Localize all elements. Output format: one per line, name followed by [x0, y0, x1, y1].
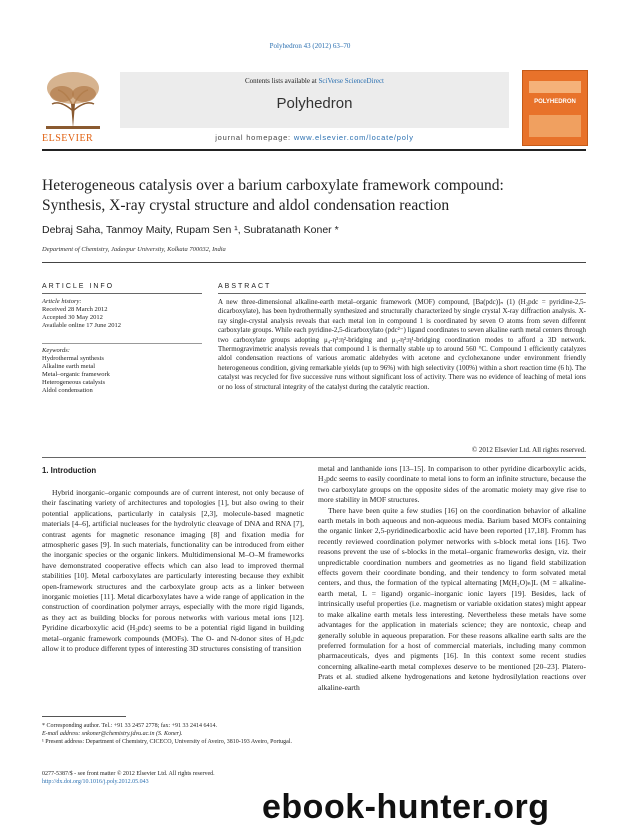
journal-cover-image: [522, 70, 588, 146]
title-line-2: Synthesis, X-ray crystal structure and aldol condensation reaction: [42, 197, 450, 214]
doi-link[interactable]: http://dx.doi.org/10.1016/j.poly.2012.05.043: [42, 779, 149, 785]
keyword-item: Aldol condensation: [42, 387, 93, 394]
affiliation: Department of Chemistry, Jadavpur University, Kolkata 700032, India: [42, 246, 226, 253]
keyword-item: Alkaline earth metal: [42, 363, 96, 370]
keywords-divider: [42, 343, 202, 344]
abstract-text: A new three-dimensional alkaline-earth metal–organic framework (MOF) compound, [Ba(pdc)]ₙ (1) (H₂pdc = pyridine-2,5-dicarboxylate), has been hydrothermally synthesized and structurally characterized by single crystal X-ray diffraction analysis. X-ray single-crystal analysis reveals that each metal ion in compound 1 is coordinated by seven O atoms from seven different carboxylate groups. While each pyridine-2,5-dicarboxylato (pdc²⁻) ligand coordinates to seven alkaline earth metal centers through two carboxylate groups adopting μ₄-η²:η²-bridging and μ₃-η²:η¹-bridging coordination modes to afford a 3D network. Thermogravimetric analysis reveals that compound 1 is thermally stable up to around 560 °C. Compound 1 efficiently catalyzes aldol condensation reactions of various aromatic aldehydes with acetone and cyclohexanone under environment friendly heterogeneous condition, giving remarkable yields (up to 96%) with high selectivity (100%) within a short reaction time (6 h). The catalyst was recycled for five successive runs without significant loss of activity. There was no evidence of leaching of metal ions or no loss of structural integrity of the catalyst during the catalytic reaction.: [218, 298, 586, 391]
article-info-heading: ARTICLE INFO: [42, 283, 115, 290]
homepage-prefix: journal homepage:: [215, 133, 294, 142]
received-date: Received 28 March 2012: [42, 306, 108, 313]
footer-identifiers: [42, 770, 304, 786]
paragraph: There have been quite a few studies [16] on the coordination behavior of alkaline earth metals in both aqueous and non-aqueous media. Barium based MOFs containing the organic linker 2,5-pyridinedicarboxlic acid have been reported [17,18]. Fromm has recently reviewed coordination polymer networks with s-block metal ions [16]. Two reasons prevent the use of s-blocks in the metal–organic frameworks design, viz. their unpredictable coordination numbers and geometries as no ligand field stabilization effects govern their coordinate bonding, and their tendency to form solvated metal centers, and thus, the formation of the typical alternating [M(H₂O)ₙ]L (M = alkaline-earth metal, L = ligand) organic–inorganic ionic layers [19]. Besides, lack of intrinsically useful properties (i.e. magnetism or variable oxidation states) might appear to make alkaline earth metals less interesting. Nevertheless these metals have some advantages for the application in materials science; they are nontoxic, cheap and generally soluble in aqueous preparation. For these reasons alkaline earth salts are the preferred formulation for a host of commercial materials, including many common pharmaceuticals, dyes and pigments [16]. In this context some recent studies concerning alkaline-earth metal complexes deserve to be mentioned [20–23]. Platero-Prats et al. studied alkene hydrogenations and ketone hydrosilylation reactions over alkaline-earth: [318, 505, 586, 692]
title-line-1: Heterogeneous catalysis over a barium carboxylate framework compound:: [42, 177, 504, 194]
homepage-link[interactable]: www.elsevier.com/locate/poly: [293, 133, 414, 142]
journal-homepage: [120, 133, 509, 142]
cover-graphic: [529, 115, 581, 137]
keyword-item: Heterogeneous catalysis: [42, 379, 105, 386]
journal-reference[interactable]: Polyhedron 43 (2012) 63–70: [269, 42, 351, 50]
email-note[interactable]: E-mail address: snkoner@chemistry.jdvu.ac.in (S. Koner).: [42, 731, 183, 737]
journal-title: Polyhedron: [276, 95, 353, 112]
contents-prefix: Contents lists available at: [245, 77, 319, 85]
keywords-block: [42, 347, 202, 395]
abstract-heading: ABSTRACT: [218, 283, 272, 290]
abstract-bottom-divider: [42, 457, 586, 458]
footnotes: [42, 722, 304, 746]
present-address-note: ¹ Present address: Department of Chemistry, CICECO, University of Aveiro, 3810-193 Aveiro, Portugal.: [42, 739, 292, 745]
sciencedirect-link[interactable]: SciVerse ScienceDirect: [318, 77, 384, 85]
paper-title: [42, 176, 602, 216]
elsevier-tree-logo: [42, 70, 104, 140]
header-divider: [42, 149, 586, 151]
body-column-right: [318, 464, 586, 693]
paragraph: Hybrid inorganic–organic compounds are of current interest, not only because of their fascinating variety of architectures and topologies [1], but also owing to their potential applications, particularly in catalysis [2,3], molecule-based magnetic materials [4–6], artificial nucleases for the hydrolytic cleavage of DNA and RNA [7], contrast agents for magnetic resonance imaging [8] and fixation media for atmospheric gases [9]. In such materials, functionality can be introduced from either the inorganic species or the organic linkers. Multidimensional M–O–M frameworks have demonstrated cooperative effects which can also lead to improved thermal stabilities [10]. Metal carboxylates are particularly interesting because they exhibit open-framework structures and the carboxylate group acts as a linker between inorganic moieties [11]. Metal dicarboxylates have a wide range of application in the construction of coordination polymer arrays, especially with the more rigid ligands, as they act as building blocks for porous networks with various metal ions [12]. Pyridine dicarboxylic acid (H₂pdc) seems to be a potential rigid ligand in building metal–organic framework compounds (MOFs). The O- and N-donor sites of H₂pdc allow it to produce different types of interesting 3D structures consisting of transition: [42, 488, 304, 654]
keywords-heading: Keywords:: [42, 347, 70, 354]
cover-band: [529, 81, 581, 93]
body-column-left: [42, 488, 304, 655]
watermark: ebook-hunter.org: [262, 788, 550, 826]
article-info-divider: [42, 293, 202, 294]
publisher-wordmark: ELSEVIER: [42, 133, 94, 144]
cover-title: POLYHEDRON: [534, 99, 576, 105]
issn-line: 0277-5387/$ - see front matter © 2012 Elsevier Ltd. All rights reserved.: [42, 771, 215, 777]
section-heading-introduction: 1. Introduction: [42, 466, 97, 475]
abstract-divider: [218, 293, 586, 294]
history-heading: Article history:: [42, 298, 82, 305]
contents-line: [120, 77, 509, 85]
article-history: [42, 298, 202, 330]
footnote-divider: [42, 716, 126, 717]
author-list: Debraj Saha, Tanmoy Maity, Rupam Sen ¹, Subratanath Koner *: [42, 224, 339, 236]
keyword-item: Hydrothermal synthesis: [42, 355, 104, 362]
corresponding-author-note: * Corresponding author. Tel.: +91 33 2457 2778; fax: +91 33 2414 6414.: [42, 723, 218, 729]
accepted-date: Accepted 30 May 2012: [42, 314, 103, 321]
title-divider: [42, 262, 586, 263]
paragraph: metal and lanthanide ions [13–15]. In comparison to other pyridine dicarboxylic acids, H₂pdc seems to easily coordinate to metal ions to form an infinite structure, because the two carboxylate groups on the opposite sides of the aromatic moiety may give rise to more stability in MOF structures.: [318, 464, 586, 505]
online-date: Available online 17 June 2012: [42, 322, 121, 329]
copyright-line: © 2012 Elsevier Ltd. All rights reserved.: [471, 446, 586, 454]
keyword-item: Metal–organic framework: [42, 371, 110, 378]
